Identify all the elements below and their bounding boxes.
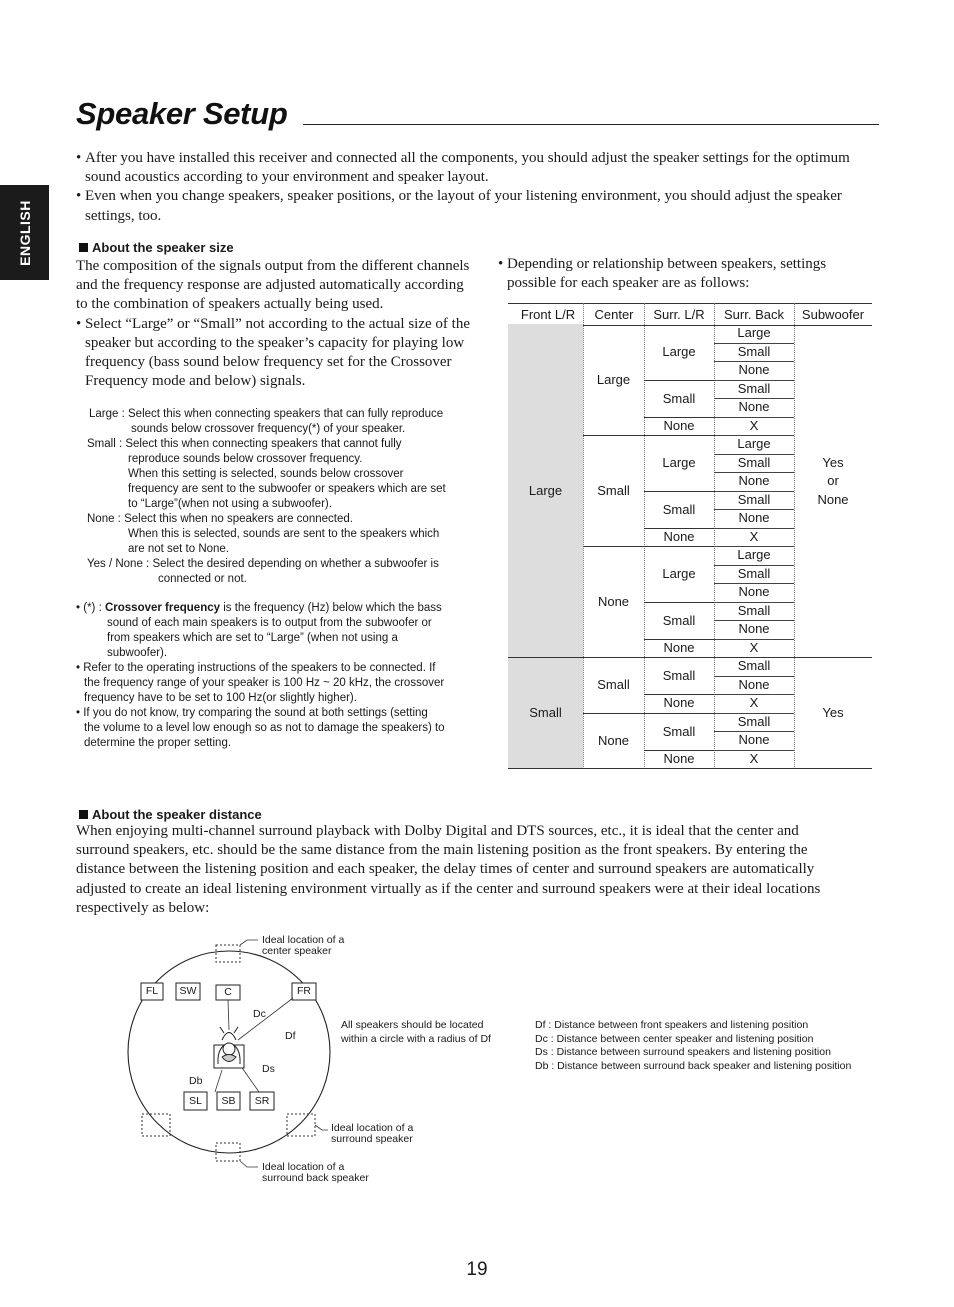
def-none: None : Select this when no speakers are connected. — [87, 513, 353, 525]
surr-back-cell: Small — [737, 491, 771, 507]
surr-back-cell: X — [749, 639, 759, 655]
back-location-label: Ideal location of a surround back speaker — [262, 1161, 369, 1184]
surr-back-cell: X — [749, 528, 759, 544]
center-cell: Small — [597, 677, 630, 692]
center-location-label: Ideal location of a center speaker — [262, 934, 345, 957]
unknown-note: • If you do not know, try comparing the sound at both settings (setting — [76, 707, 428, 719]
note-line: determine the proper setting. — [84, 737, 232, 749]
crossover-note: • (*) : Crossover frequency is the frequency (Hz) below which the bass — [76, 602, 442, 614]
surr-cell: Large — [662, 344, 696, 359]
surr-cell: None — [663, 695, 695, 710]
header-surr: Surr. L/R — [653, 307, 705, 322]
def-large: Large : Select this when connecting speakers that can fully reproduce — [89, 408, 444, 420]
surr-back-cell: X — [749, 417, 759, 433]
surr-back-cell: None — [738, 732, 770, 747]
surr-cell: Small — [662, 612, 696, 628]
intro-bullet-2: • Even when you change speakers, speaker positions, or the layout of your listening environment, you should adjust the speaker settings, too. — [76, 188, 842, 224]
def-yes-none: Yes / None : Select the desired depending on whether a subwoofer is — [87, 558, 439, 570]
def-line: to “Large”(when not using a subwoofer). — [128, 498, 332, 510]
label-fl: FL — [145, 985, 159, 997]
surr-back-cell: Small — [737, 565, 771, 581]
distance-line: respectively as below: — [76, 899, 210, 916]
distance-line: When enjoying multi-channel surround playback with Dolby Digital and DTS sources, etc., it is ideal that the center and — [76, 823, 799, 839]
def-line: When this is selected, sounds are sent to the speakers which — [128, 528, 440, 540]
ideal-back-box — [216, 1143, 240, 1161]
def-line: sounds below crossover frequency(*) of your speaker. — [131, 423, 406, 435]
note-line: sound of each main speakers is to output from the subwoofer or — [107, 617, 432, 629]
language-tab-label: ENGLISH — [16, 199, 33, 266]
def-small: Small : Select this when connecting speakers that cannot fully — [87, 438, 402, 450]
center-cell: Large — [596, 372, 631, 387]
def-line: connected or not. — [158, 573, 247, 585]
surr-back-cell: Large — [737, 547, 771, 562]
ideal-surround-right-box — [287, 1114, 315, 1136]
def-line: reproduce sounds below crossover frequency. — [128, 453, 363, 465]
subwoofer-option: or — [827, 473, 839, 488]
ideal-surround-left-box — [142, 1114, 170, 1136]
refer-note: • Refer to the operating instructions of the speakers to be connected. If — [76, 662, 436, 674]
front-cell: Large — [528, 483, 563, 498]
label-sw: SW — [179, 985, 197, 997]
label-df: Df — [285, 1030, 296, 1042]
center-cell: None — [597, 594, 630, 609]
surr-back-cell: None — [738, 473, 770, 488]
note-line: subwoofer). — [107, 647, 168, 659]
note-line: the volume to a level low enough so as not to damage the speakers) to — [84, 722, 445, 734]
surr-cell: Small — [662, 501, 696, 517]
label-dc: Dc — [253, 1008, 266, 1020]
header-center: Center — [594, 307, 634, 322]
surr-back-cell: None — [738, 584, 770, 599]
surr-back-cell: Large — [737, 325, 771, 340]
speaker-size-para: The composition of the signals output from the different channels and the frequency response are adjusted automatically according to the combination of speakers actually being used. — [76, 258, 470, 313]
front-cell: Small — [529, 705, 562, 720]
subwoofer-option: None — [817, 491, 849, 507]
surr-back-cell: Small — [737, 454, 771, 470]
label-db: Db — [189, 1075, 203, 1087]
page-title: Speaker Setup — [76, 96, 288, 131]
label-sb: SB — [221, 1095, 236, 1107]
surr-back-cell: Small — [737, 380, 771, 396]
surr-back-cell: None — [738, 621, 770, 636]
def-line: are not set to None. — [128, 543, 230, 555]
label-sl: SL — [189, 1095, 202, 1107]
header-subwoofer: Subwoofer — [801, 307, 865, 322]
surround-leader — [315, 1125, 328, 1130]
distance-line: surround speakers, etc. should be the same distance from the main listening position as the front speakers. By entering the — [76, 842, 808, 859]
note-line: the frequency range of your speaker is 100 Hz ~ 20 kHz, the crossover — [84, 677, 445, 689]
intro-bullet-1: • After you have installed this receiver and connected all the components, you should adjust the speaker settings for the optimum sound acoustics according to your environment and speaker layout. — [76, 150, 850, 186]
note-line: from speakers which are set to “Large” (when not using a — [107, 632, 398, 644]
back-leader — [240, 1161, 258, 1167]
surr-back-cell: X — [749, 750, 759, 766]
surr-cell: None — [663, 750, 695, 766]
circle-note: All speakers should be located within a circle with a radius of Df — [341, 1019, 491, 1045]
surr-back-cell: Small — [737, 713, 771, 729]
dc-line — [228, 1000, 229, 1030]
surr-cell: None — [663, 417, 695, 433]
surr-cell: Large — [662, 455, 696, 470]
surr-back-cell: Large — [737, 436, 771, 451]
table-intro: • Depending or relationship between speakers, settings possible for each speaker are as follows: — [498, 256, 827, 292]
listener-icon — [214, 1027, 244, 1068]
label-ds: Ds — [262, 1063, 275, 1075]
ideal-center-box — [216, 945, 240, 962]
speaker-size-bullet: • Select “Large” or “Small” not according to the actual size of the speaker but according to the speaker’s capacity for playing low frequency (bass sound below frequency set for the Crossover Frequency mode and below) signals. — [76, 315, 470, 390]
surr-back-cell: None — [738, 676, 770, 692]
label-fr: FR — [297, 985, 311, 997]
page-number: 19 — [466, 1259, 488, 1280]
speaker-distance-heading: About the speaker distance — [79, 807, 262, 822]
surr-back-cell: Small — [737, 343, 771, 359]
subwoofer-cell-small: Yes — [822, 705, 844, 720]
surr-back-cell: None — [738, 399, 770, 414]
surr-back-cell: X — [749, 695, 759, 710]
label-c: C — [224, 986, 232, 998]
surr-back-cell: None — [738, 362, 770, 377]
surr-back-cell: Small — [737, 602, 771, 618]
header-surr-back: Surr. Back — [724, 307, 784, 322]
speaker-size-heading: About the speaker size — [79, 240, 234, 255]
note-line: frequency have to be set to 100 Hz(or slightly higher). — [84, 692, 357, 704]
surr-cell: None — [663, 528, 695, 544]
def-line: When this setting is selected, sounds below crossover — [128, 468, 404, 480]
center-leader — [240, 940, 258, 945]
center-cell: Small — [597, 483, 630, 498]
surr-cell: Small — [662, 668, 696, 683]
surr-cell: Small — [662, 723, 696, 739]
def-line: frequency are sent to the subwoofer or speakers which are set — [128, 483, 446, 495]
surr-cell: Small — [662, 390, 696, 406]
surr-cell: Large — [662, 566, 696, 581]
distance-line: distance between the listening position and each speaker, the delay times of center and surround speakers are automatically — [76, 861, 815, 878]
distance-line: adjusted to create an ideal listening environment virtually as if the center and surround speakers were at their ideal locations — [76, 880, 821, 897]
db-line — [215, 1070, 222, 1092]
distance-legend: Df : Distance between front speakers and listening position Dc : Distance between center speaker and listening position Ds : Distance between surround speakers and listening position Db : Distance between surround back speaker and listening position — [535, 1019, 852, 1072]
center-cell: None — [597, 732, 630, 748]
label-sr: SR — [254, 1095, 270, 1107]
header-front: Front L/R — [520, 307, 576, 322]
surr-back-cell: Small — [737, 658, 771, 673]
subwoofer-option: Yes — [822, 454, 844, 470]
surr-back-cell: None — [738, 510, 770, 525]
surr-cell: None — [663, 639, 695, 655]
surround-location-label: Ideal location of a surround speaker — [331, 1122, 414, 1145]
